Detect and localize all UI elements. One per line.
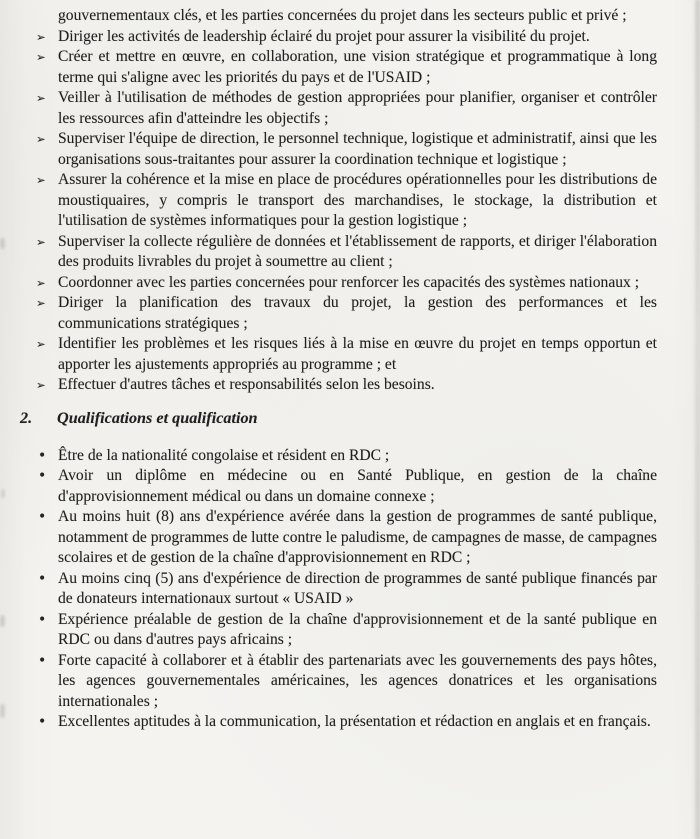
responsibility-text: Superviser la collecte régulière de données et l'établissement de rapports, et diriger l'élaboration des produits livrables du projet à soumettre au client ; <box>58 232 657 270</box>
arrow-bullet-icon: ➢ <box>36 378 46 392</box>
dot-bullet-icon: • <box>38 611 47 628</box>
arrow-bullet-icon: ➢ <box>36 91 46 105</box>
responsibility-item <box>36 170 657 232</box>
responsibility-item <box>36 334 657 375</box>
dot-bullet-icon: • <box>38 468 47 484</box>
arrow-bullet-icon: ➢ <box>36 296 46 310</box>
qualification-text: Expérience préalable de gestion de la chaîne d'approvisionnement et de la santé publique en RDC ou dans d'autres pays africains ; <box>58 610 657 648</box>
qualification-item <box>38 507 657 569</box>
arrow-bullet-icon: ➢ <box>36 234 46 249</box>
qualification-text: Être de la nationalité congolaise et résident en RDC ; <box>58 446 390 464</box>
responsibility-text: Assurer la cohérence et la mise en place de procédures opérationnelles pour les distributions de moustiquaires, y compris le transport des marchandises, le stockage, la distribution et l'utilisation de systèmes informatiques pour la gestion logistique ; <box>58 171 657 229</box>
responsibility-text: Veiller à l'utilisation de méthodes de gestion appropriées pour planifier, organiser et contrôler les ressources afin d'atteindre les objectifs ; <box>58 89 657 127</box>
scan-smudge <box>0 238 5 249</box>
responsibility-text: Identifier les problèmes et les risques liés à la mise en œuvre du projet en temps opportun et apporter les ajustements appropriés au programme ; et <box>58 335 657 373</box>
responsibility-item <box>36 375 657 396</box>
qualification-item <box>38 569 657 610</box>
qualification-text: Au moins cinq (5) ans d'expérience de direction de programmes de santé publique financés par de donateurs internationaux surtout « USAID » <box>58 569 657 607</box>
paragraph-continuation: gouvernementaux clés, et les parties concernées du projet dans les secteurs public et privé ; <box>58 7 627 24</box>
arrow-bullet-icon: ➢ <box>36 132 46 146</box>
scan-smudge <box>0 704 5 718</box>
responsibility-item <box>36 273 657 294</box>
responsibility-text: Diriger la planification des travaux du projet, la gestion des performances et les communications stratégiques ; <box>58 294 657 332</box>
dot-bullet-icon: • <box>38 714 47 730</box>
responsibility-item <box>36 88 657 129</box>
responsibility-item <box>36 27 657 48</box>
qualification-text: Forte capacité à collaborer et à établir des partenariats avec les gouvernements des pays hôtes, les agences gouvernementales américaines, les agences donatrices et les organisations internationales ; <box>58 651 657 710</box>
qualifications-list <box>38 446 657 733</box>
qualification-text: Excellentes aptitudes à la communication, la présentation et rédaction en anglais et en français. <box>58 713 651 730</box>
dot-bullet-icon: • <box>38 509 47 525</box>
section-heading <box>20 408 657 429</box>
qualification-item <box>38 712 657 733</box>
scan-smudge <box>1 489 5 498</box>
responsibility-text: Superviser l'équipe de direction, le personnel technique, logistique et administratif, ainsi que les organisations sous-traitantes pour assurer la coordination technique et logistique ; <box>58 130 657 168</box>
responsibility-item <box>36 293 657 334</box>
qualification-item <box>38 466 657 507</box>
responsibility-text: Diriger les activités de leadership éclairé du projet pour assurer la visibilité du projet. <box>58 27 590 45</box>
qualification-text: Au moins huit (8) ans d'expérience avérée dans la gestion de programmes de santé publique, notamment de programmes de lutte contre le paludisme, de campagnes de masse, de campagnes scolaires et de gestion de la chaîne d'approvisionnement en RDC ; <box>58 508 657 566</box>
qualification-item <box>38 651 657 713</box>
responsibility-item <box>36 47 657 88</box>
scan-edge-streak <box>695 0 700 839</box>
responsibility-text: Coordonner avec les parties concernées pour renforcer les capacités des systèmes nationaux ; <box>58 273 640 291</box>
qualification-text: Avoir un diplôme en médecine ou en Santé Publique, en gestion de la chaîne d'approvisionnement médical ou dans un domaine connexe ; <box>58 467 657 505</box>
responsibility-text: Effectuer d'autres tâches et responsabilités selon les besoins. <box>58 376 435 393</box>
section-title: Qualifications et qualification <box>57 408 258 427</box>
qualification-item <box>38 446 657 467</box>
dot-bullet-icon: • <box>38 570 47 587</box>
qualification-item <box>38 610 657 651</box>
arrow-bullet-icon: ➢ <box>36 275 46 290</box>
dot-bullet-icon: • <box>38 447 47 464</box>
responsibility-item <box>36 129 657 170</box>
arrow-bullet-icon: ➢ <box>36 173 46 187</box>
section-number: 2. <box>20 408 33 427</box>
arrow-bullet-icon: ➢ <box>36 29 46 44</box>
scan-smudge <box>0 615 5 627</box>
arrow-bullet-icon: ➢ <box>36 50 46 64</box>
responsibility-item <box>36 232 657 273</box>
responsibility-text: Créer et mettre en œuvre, en collaboration, une vision stratégique et programmatique à long terme qui s'aligne avec les priorités du pays et de l'USAID ; <box>58 48 657 86</box>
arrow-bullet-icon: ➢ <box>36 337 46 351</box>
dot-bullet-icon: • <box>38 652 47 669</box>
responsibilities-list <box>36 27 657 396</box>
